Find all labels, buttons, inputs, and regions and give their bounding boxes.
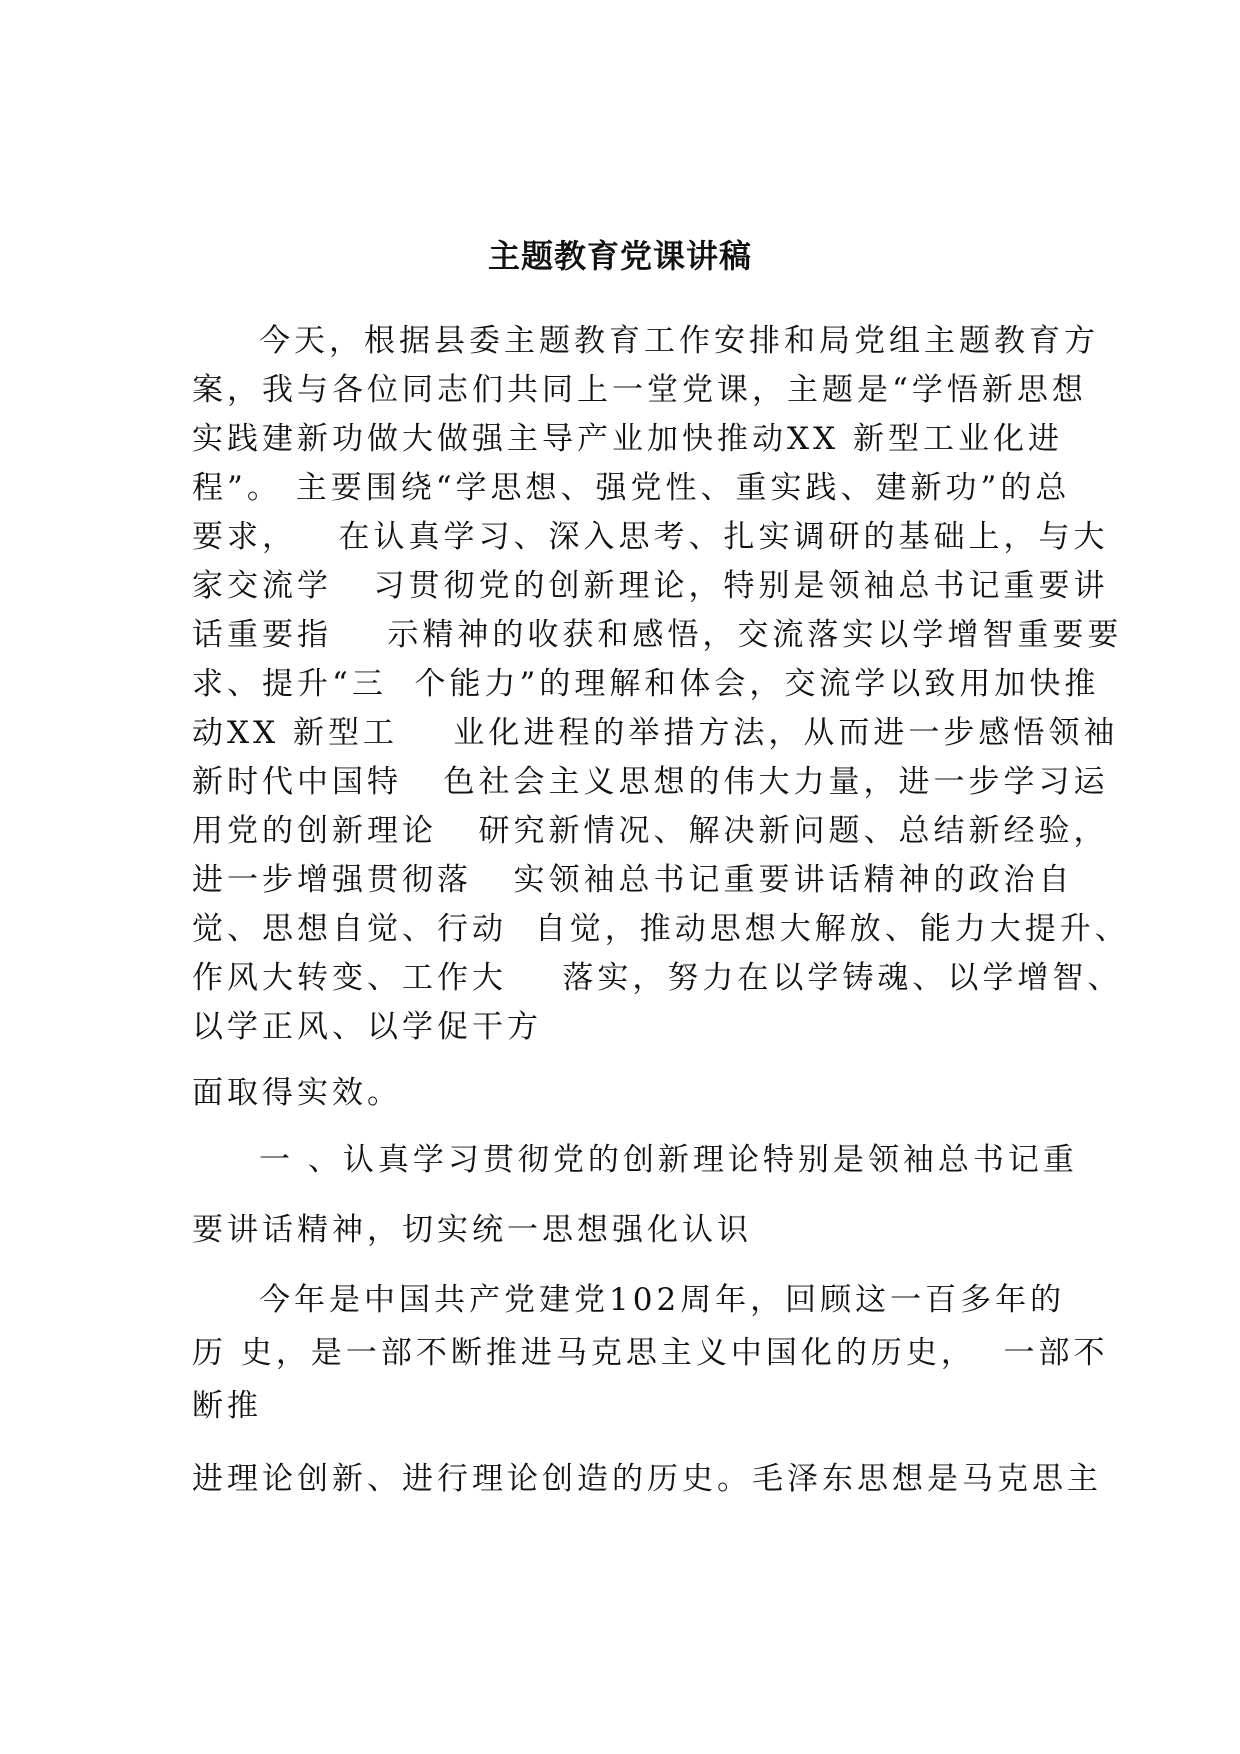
paragraph-line: 作风大转变、工作大 落实，努力在以学铸魂、以学增智、 [192,960,1123,996]
paragraph-line: 要求， 在认真学习、深入思考、扎实调研的基础上，与大 [192,519,1109,555]
paragraph-line: 实践建新功做大做强主导产业加快推动XX 新型工业化进 [192,421,1063,457]
paragraph-line: 动XX 新型工 业化进程的举措方法，从而进一步感悟领袖 [192,715,1119,751]
paragraph-line: 以学正风、以学促干方 [192,1009,542,1045]
paragraph-line: 今天，根据县委主题教育工作安排和局党组主题教育方 [259,323,1099,359]
paragraph-line: 案，我与各位同志们共同上一堂党课，主题是“学悟新思想 [192,372,1087,408]
paragraph-line: 进理论创新、进行理论创造的历史。毛泽东思想是马克思主 [192,1461,1102,1497]
paragraph-line: 程”。 主要围绕“学思想、强党性、重实践、建新功”的总 [192,470,1071,506]
paragraph-line: 今年是中国共产党建党102周年，回顾这一百多年的 [259,1282,1066,1318]
paragraph-line: 用党的创新理论 研究新情况、解决新问题、总结新经验， [192,813,1109,849]
section-heading-line: 要讲话精神，切实统一思想强化认识 [192,1212,752,1248]
document-title: 主题教育党课讲稿 [487,237,752,275]
paragraph-line: 家交流学 习贯彻党的创新理论，特别是领袖总书记重要讲 [192,568,1109,604]
paragraph-line: 求、提升“三 个能力”的理解和体会，交流学以致用加快推 [192,666,1100,702]
paragraph-line: 新时代中国特 色社会主义思想的伟大力量，进一步学习运 [192,764,1109,800]
paragraph-line: 面取得实效。 [192,1075,402,1111]
paragraph-line: 历 史，是一部不断推进马克思主义中国化的历史， 一部不 [192,1335,1109,1371]
paragraph-line: 进一步增强贯彻落 实领袖总书记重要讲话精神的政治自 [192,862,1074,898]
paragraph-line: 觉、思想自觉、行动 自觉，推动思想大解放、能力大提升、 [192,911,1130,947]
section-heading-line: 一 、认真学习贯彻党的创新理论特别是领袖总书记重 [259,1142,1078,1178]
paragraph-line: 话重要指 示精神的收获和感悟，交流落实以学增智重要要 [192,617,1123,653]
paragraph-line: 断推 [192,1388,262,1424]
